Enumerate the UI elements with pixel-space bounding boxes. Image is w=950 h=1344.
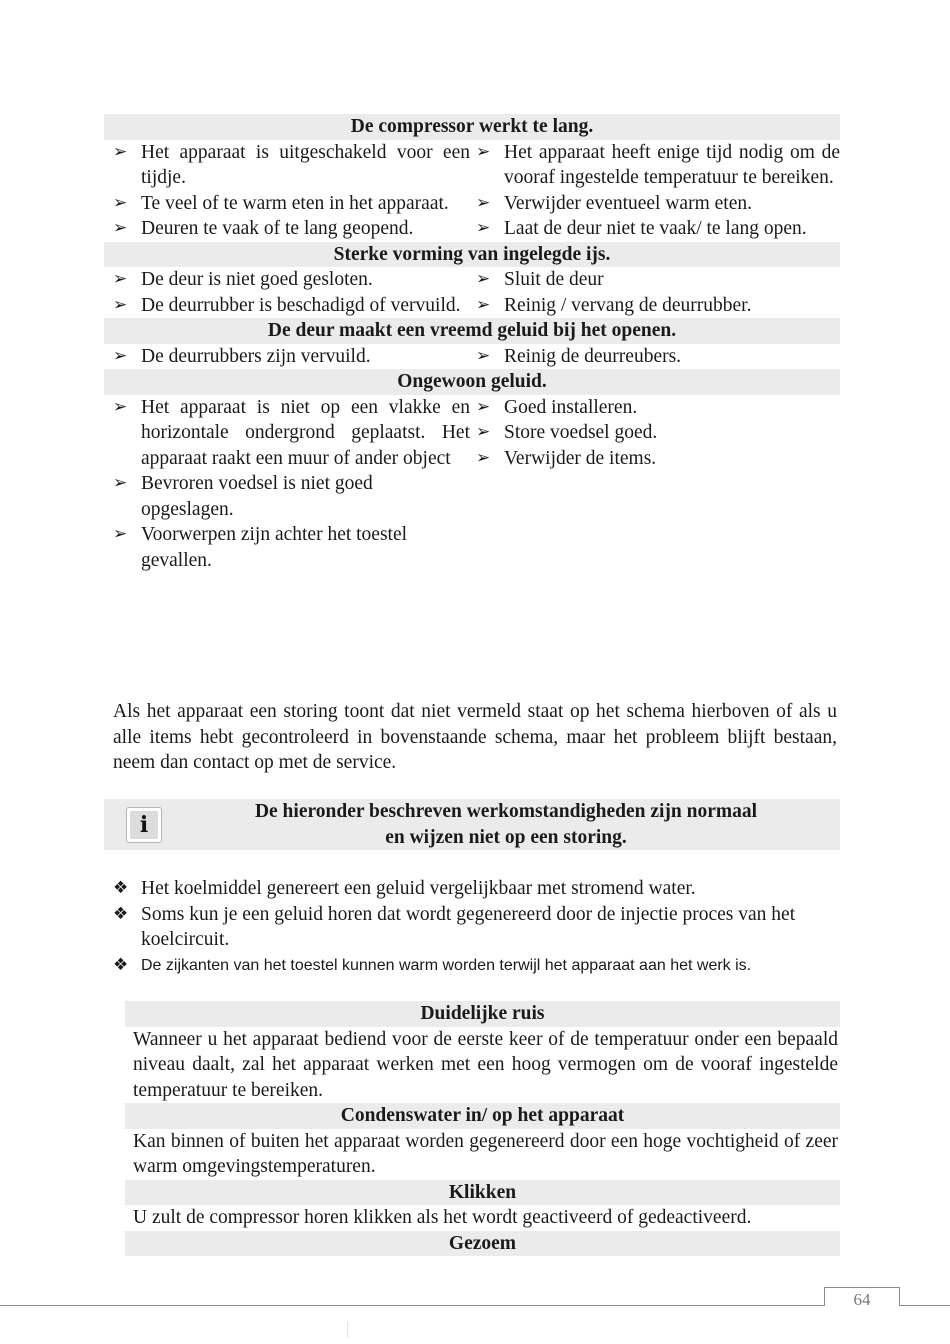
cause-item: ➢ Te veel of te warm eten in het apparaat.: [104, 191, 470, 217]
arrow-bullet-icon: ➢: [113, 141, 128, 162]
explanations-table: [125, 1001, 840, 1256]
normal-condition-item: ❖ Het koelmiddel genereert een geluid vergelijkbaar met stromend water.: [113, 876, 839, 902]
remedies-column: [474, 395, 840, 574]
section-body: [104, 395, 840, 574]
notice-box: [104, 799, 840, 850]
remedy-item: ➢ Reinig de deurreubers.: [474, 344, 840, 370]
info-icon: [126, 807, 162, 843]
normal-condition-item: ❖ Soms kun je een geluid horen dat wordt gegenereerd door de injectie proces van het koelcircuit.: [113, 903, 796, 950]
arrow-bullet-icon: ➢: [476, 269, 491, 289]
explanation-text: Kan binnen of buiten het apparaat worden gegenereerd door een hoge vochtigheid of zeer warm omgevingstemperaturen.: [133, 1130, 838, 1177]
arrow-bullet-icon: ➢: [113, 192, 128, 213]
diamond-bullet-icon: ❖: [113, 954, 129, 975]
explanation-text: Wanneer u het apparaat bediend voor de eerste keer of de temperatuur onder een bepaald niveau daalt, zal het apparaat werken met een hoog vermogen om de vooraf ingestelde temperatuur te bereiken.: [133, 1028, 838, 1101]
remedies-column: [474, 140, 840, 242]
section-heading: Sterke vorming van ingelegde ijs.: [104, 242, 840, 268]
causes-column: [104, 344, 470, 370]
remedies-column: [474, 344, 840, 370]
arrow-bullet-icon: ➢: [113, 524, 128, 544]
section-body: [104, 140, 840, 242]
notice-text: [176, 799, 836, 850]
footer-rule: [899, 1305, 950, 1306]
footer-rule: [0, 1305, 824, 1306]
arrow-bullet-icon: ➢: [476, 422, 491, 442]
remedy-item: ➢ Sluit de deur: [474, 267, 840, 293]
section-body: [104, 344, 840, 370]
arrow-bullet-icon: ➢: [476, 345, 491, 366]
section-heading: Ongewoon geluid.: [104, 369, 840, 395]
arrow-bullet-icon: ➢: [476, 294, 491, 315]
cause-item: ➢ Het apparaat is uitgeschakeld voor een tijdje.: [113, 141, 470, 188]
arrow-bullet-icon: ➢: [476, 218, 491, 238]
remedies-column: [474, 267, 840, 318]
causes-column: [104, 395, 470, 574]
cause-item: ➢ Bevroren voedsel is niet goed opgeslagen.: [113, 473, 373, 520]
arrow-bullet-icon: ➢: [113, 218, 128, 238]
notice-line: en wijzen niet op een storing.: [385, 826, 627, 848]
arrow-bullet-icon: ➢: [113, 473, 128, 493]
causes-column: [104, 267, 470, 318]
diamond-bullet-icon: ❖: [113, 903, 129, 924]
info-icon-glyph: i: [130, 811, 158, 839]
explanation-heading: Klikken: [125, 1180, 840, 1206]
remedy-item: ➢ Verwijder eventueel warm eten.: [474, 191, 840, 217]
remedy-item: ➢ Laat de deur niet te vaak/ te lang open.: [474, 216, 840, 242]
margin-mark: [347, 1322, 348, 1338]
explanation-text: U zult de compressor horen klikken als het wordt geactiveerd of gedeactiveerd.: [133, 1207, 752, 1228]
trouble-section: [104, 114, 840, 242]
trouble-section: [104, 369, 840, 573]
arrow-bullet-icon: ➢: [476, 396, 491, 417]
remedy-item: ➢ Goed installeren.: [474, 395, 840, 421]
trouble-section: [104, 318, 840, 369]
normal-conditions-list: [113, 876, 839, 978]
diamond-bullet-icon: ❖: [113, 878, 129, 898]
arrow-bullet-icon: ➢: [476, 141, 491, 162]
cause-item: ➢ De deurrubbers zijn vervuild.: [104, 344, 470, 370]
cause-item: ➢ De deurrubber is beschadigd of vervuild.: [104, 293, 470, 319]
remedy-item: ➢ Het apparaat heeft enige tijd nodig om de vooraf ingestelde temperatuur te bereiken.: [476, 141, 840, 188]
cause-item: ➢ Deuren te vaak of te lang geopend.: [104, 216, 470, 242]
service-paragraph: Als het apparaat een storing toont dat niet vermeld staat op het schema hierboven of als u alle items hebt gecontroleerd in bovenstaande schema, maar het probleem blijft bestaan, neem dan contact op met de service.: [113, 701, 837, 773]
remedy-item: ➢ Verwijder de items.: [474, 446, 840, 472]
remedy-item: ➢ Reinig / vervang de deurrubber.: [474, 293, 840, 319]
arrow-bullet-icon: ➢: [113, 396, 128, 417]
arrow-bullet-icon: ➢: [113, 294, 128, 315]
explanation-heading: Gezoem: [125, 1231, 840, 1257]
remedy-item: ➢ Store voedsel goed.: [474, 420, 840, 446]
section-heading: De deur maakt een vreemd geluid bij het openen.: [104, 318, 840, 344]
causes-column: [104, 140, 470, 242]
normal-condition-item: ❖ De zijkanten van het toestel kunnen warm worden terwijl het apparaat aan het werk is.: [113, 953, 839, 979]
explanation-heading: Duidelijke ruis: [125, 1001, 840, 1027]
troubleshooting-table: [104, 114, 840, 573]
cause-item: ➢ De deur is niet goed gesloten.: [104, 267, 470, 293]
arrow-bullet-icon: ➢: [113, 269, 128, 289]
explanation-heading: Condenswater in/ op het apparaat: [125, 1103, 840, 1129]
trouble-section: [104, 242, 840, 319]
section-body: [104, 267, 840, 318]
arrow-bullet-icon: ➢: [476, 447, 491, 468]
cause-item: ➢ Het apparaat is niet op een vlakke en horizontale ondergrond geplaatst. Het apparaat raakt een muur of ander object: [113, 396, 470, 469]
section-heading: De compressor werkt te lang.: [104, 114, 840, 140]
notice-line: De hieronder beschreven werkomstandigheden zijn normaal: [254, 801, 758, 822]
arrow-bullet-icon: ➢: [476, 192, 491, 213]
page-number: 64: [853, 1290, 871, 1309]
arrow-bullet-icon: ➢: [113, 345, 128, 366]
cause-item: ➢ Voorwerpen zijn achter het toestel gevallen.: [113, 524, 408, 571]
